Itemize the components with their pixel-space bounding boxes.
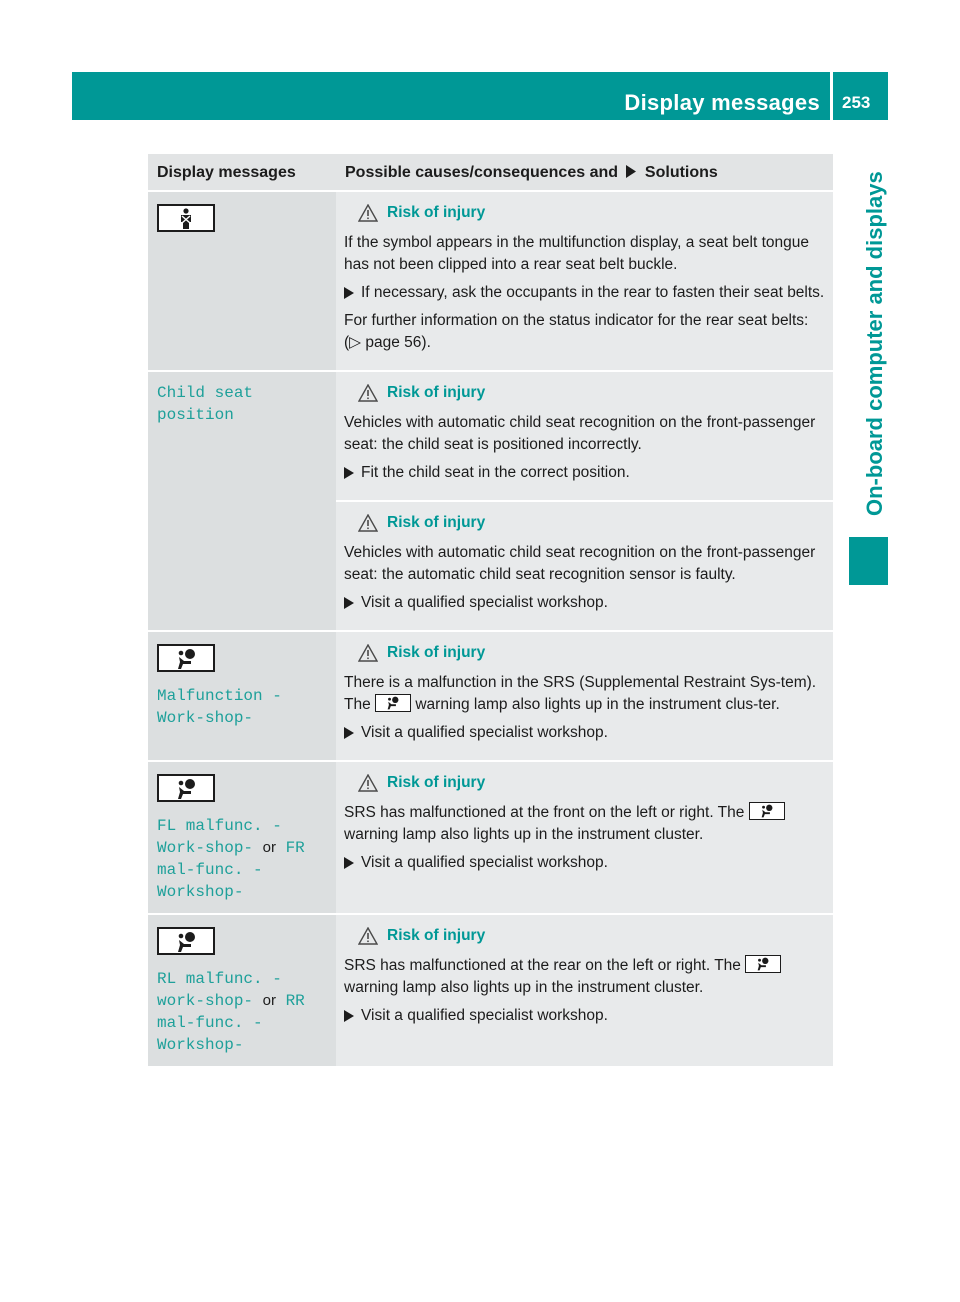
arrow-right-icon: [344, 727, 354, 739]
display-message: Child seat position: [157, 384, 254, 424]
display-messages-table: [148, 154, 833, 1068]
srs-warning-symbol-inline: [749, 802, 785, 820]
solution-cell: [336, 631, 833, 761]
cause-text: SRS has malfunctioned at the front on the left or right. The warning lamp also lights up in the instrument cluster.: [344, 802, 825, 846]
display-message: FL malfunc. -Work‐shop- or FR mal‐func. -Workshop-: [157, 817, 305, 901]
arrow-right-icon: [344, 467, 354, 479]
warning-heading: Risk of injury: [358, 202, 825, 224]
col-header-messages: Display messages: [148, 154, 336, 191]
display-message: Malfunction -Work‐shop-: [157, 687, 282, 727]
srs-warning-symbol: [157, 927, 215, 955]
srs-warning-symbol-inline: [375, 694, 411, 712]
solution-step: If necessary, ask the occupants in the rear to fasten their seat belts.: [344, 282, 825, 304]
chapter-label: On-board computer and displays: [862, 171, 887, 516]
table-header-row: [148, 154, 833, 191]
srs-airbag-icon: [177, 648, 199, 670]
rear-seat-belt-symbol: [157, 204, 215, 232]
solution-cell: [336, 191, 833, 371]
table-row: [148, 914, 833, 1067]
page-header: [72, 72, 888, 120]
chapter-marker: [849, 537, 888, 585]
message-cell: [148, 371, 336, 631]
srs-warning-symbol-inline: [745, 955, 781, 973]
solution-step: Visit a qualified specialist workshop.: [344, 592, 825, 614]
cause-text: Vehicles with automatic child seat recognition on the front-passenger seat: the child seat is positioned incorrectly.: [344, 414, 816, 453]
arrow-right-icon: [344, 597, 354, 609]
warning-triangle-icon: [358, 514, 378, 532]
warning-triangle-icon: [358, 927, 378, 945]
table-row: [148, 371, 833, 501]
or-text: or: [262, 992, 276, 1009]
srs-warning-symbol: [157, 644, 215, 672]
table-row: [148, 191, 833, 371]
srs-airbag-icon: [387, 696, 401, 710]
solution-cell: [336, 761, 833, 914]
warning-heading: Risk of injury: [358, 512, 825, 534]
message-cell: [148, 631, 336, 761]
warning-triangle-icon: [358, 774, 378, 792]
arrow-right-icon: [344, 1010, 354, 1022]
page-title: Display messages: [624, 90, 820, 115]
solution-step: Visit a qualified specialist workshop.: [344, 722, 825, 744]
display-message: RL malfunc. -work‐shop- or RR mal‐func. -Workshop-: [157, 970, 305, 1054]
warning-triangle-icon: [358, 644, 378, 662]
info-text: For further information on the status indicator for the rear seat belts: (▷ page 56).: [344, 312, 809, 351]
chapter-tab: [839, 120, 888, 535]
solution-step: Visit a qualified specialist workshop.: [344, 1005, 825, 1027]
solution-cell: [336, 501, 833, 631]
message-cell: [148, 914, 336, 1067]
srs-airbag-icon: [757, 957, 771, 971]
arrow-right-icon: [344, 857, 354, 869]
warning-triangle-icon: [358, 384, 378, 402]
solution-cell: [336, 914, 833, 1067]
srs-warning-symbol: [157, 774, 215, 802]
arrow-right-icon: [344, 287, 354, 299]
warning-heading: Risk of injury: [358, 772, 825, 794]
table-row: [148, 631, 833, 761]
or-text: or: [262, 839, 276, 856]
message-cell: [148, 191, 336, 371]
solution-cell: [336, 371, 833, 501]
header-divider: [830, 72, 833, 120]
solution-step: Visit a qualified specialist workshop.: [344, 852, 825, 874]
cause-text: If the symbol appears in the multifunction display, a seat belt tongue has not been clipped into a rear seat belt buckle.: [344, 234, 809, 273]
warning-heading: Risk of injury: [358, 382, 825, 404]
warning-heading: Risk of injury: [358, 925, 825, 947]
arrow-right-icon: [625, 165, 637, 178]
srs-airbag-icon: [761, 804, 775, 818]
col-header-solutions: Possible causes/consequences and Solutions: [336, 154, 833, 191]
message-cell: [148, 761, 336, 914]
cause-text: There is a malfunction in the SRS (Supplemental Restraint Sys-tem). The warning lamp also lights up in the instrument clus-ter.: [344, 674, 817, 713]
solution-step: Fit the child seat in the correct position.: [344, 462, 825, 484]
cause-text: Vehicles with automatic child seat recognition on the front-passenger seat: the automatic child seat recognition sensor is faulty.: [344, 544, 816, 583]
srs-airbag-icon: [177, 778, 199, 800]
warning-heading: Risk of injury: [358, 642, 825, 664]
rear-seat-belt-icon: [177, 208, 195, 230]
page-number: 253: [842, 93, 871, 112]
srs-airbag-icon: [177, 931, 199, 953]
cause-text: SRS has malfunctioned at the rear on the left or right. The warning lamp also lights up in the instrument cluster.: [344, 955, 825, 999]
table-row: [148, 761, 833, 914]
warning-triangle-icon: [358, 204, 378, 222]
